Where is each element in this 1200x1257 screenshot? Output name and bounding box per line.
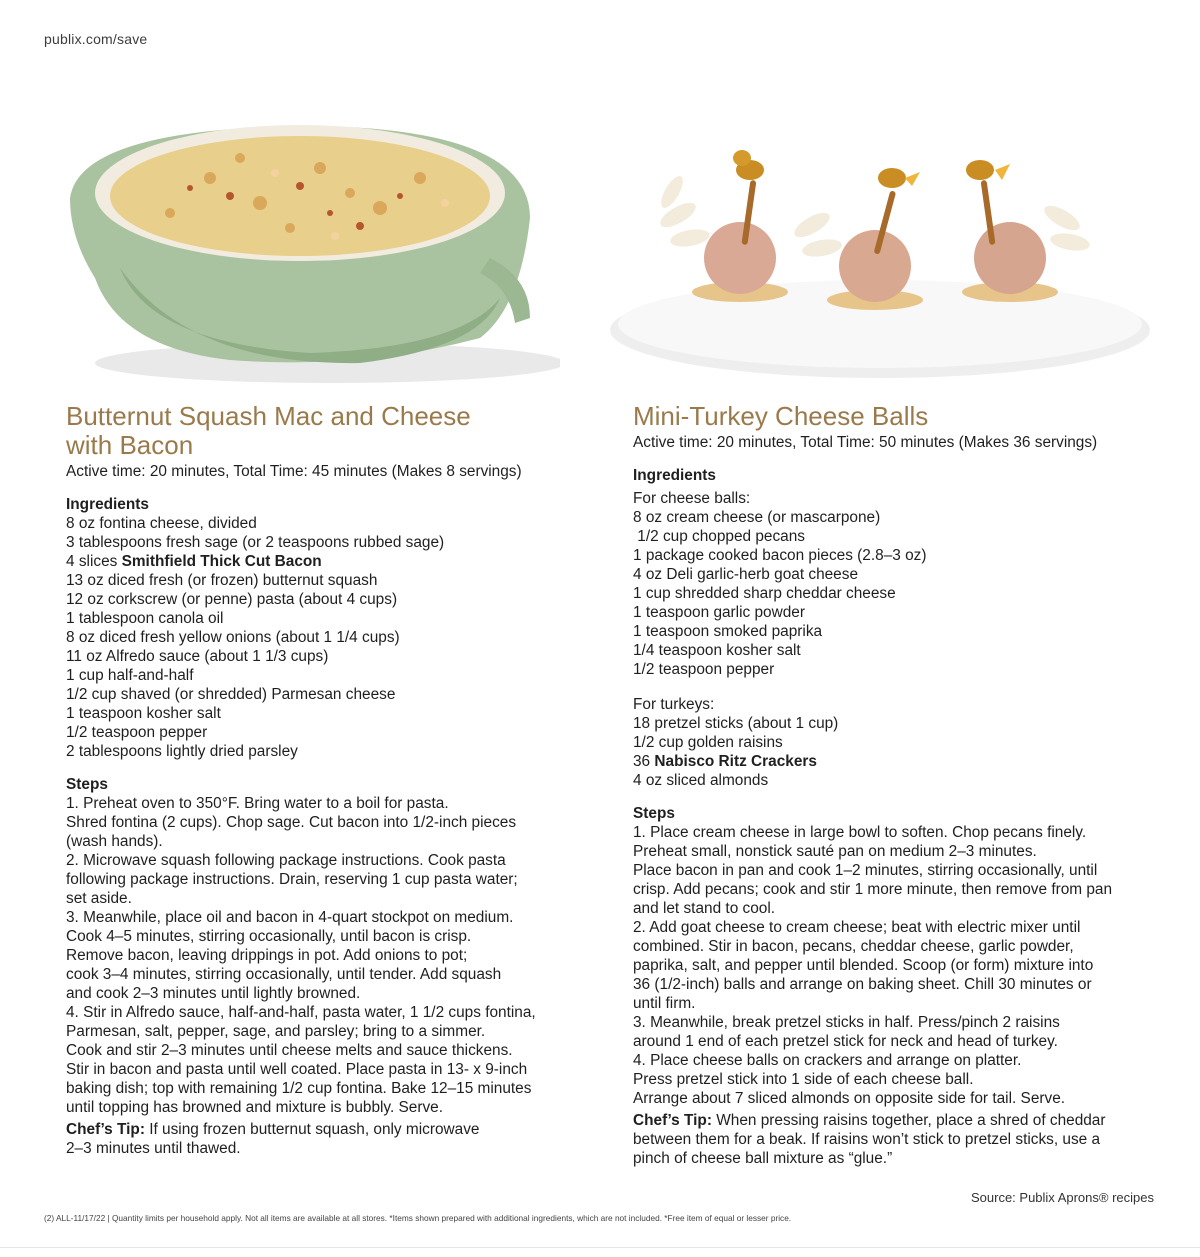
cheese-balls-subheading: For cheese balls: [633,490,751,507]
ingredient-item: 13 oz diced fresh (or frozen) butternut squash [66,572,378,589]
brand-name: Nabisco Ritz Crackers [654,753,817,770]
step-line: Arrange about 7 sliced almonds on opposite side for tail. Serve. [633,1090,1066,1107]
recipe-title [66,402,576,460]
steps-list [66,794,576,1117]
step-line: Cook and stir 2–3 minutes until cheese melts and sauce thickens. [66,1042,513,1059]
cheese-balls-photo [600,130,1160,390]
tip-text: pinch of cheese ball mixture as “glue.” [633,1150,893,1167]
ingredient-item: 1/4 teaspoon kosher salt [633,642,801,659]
tip-text: If using frozen butternut squash, only microwave [144,1121,480,1138]
crackers-qty: 36 [633,753,655,770]
steps-heading: Steps [633,805,675,822]
steps-list [633,823,1153,1108]
step-line: Place bacon in pan and cook 1–2 minutes, stirring occasionally, until [633,862,1098,879]
step-line: crisp. Add pecans; cook and stir 1 more minute, then remove from pan [633,881,1113,898]
turkeys-subheading: For turkeys: [633,696,715,713]
ingredient-item: 1 package cooked bacon pieces (2.8–3 oz) [633,547,927,564]
ingredient-item: 1 teaspoon smoked paprika [633,623,823,640]
chefs-tip [633,1111,1153,1168]
step-line: following package instructions. Drain, reserving 1 cup pasta water; [66,871,518,888]
step-line: and let stand to cool. [633,900,776,917]
step-line: set aside. [66,890,132,907]
step-line: 2. Microwave squash following package instructions. Cook pasta [66,852,506,869]
legal-fineprint: (2) ALL-11/17/22 | Quantity limits per household apply. Not all items are available at all stores. *Items shown prepared with additional ingredients, which are not included. *Free item of equal or lesser price. [44,1213,792,1223]
step-line: Parmesan, salt, pepper, sage, and parsley; bring to a simmer. [66,1023,486,1040]
step-line: 36 (1/2-inch) balls and arrange on baking sheet. Chill 30 minutes or [633,976,1092,993]
step-line: around 1 end of each pretzel stick for neck and head of turkey. [633,1033,1058,1050]
bottom-divider [0,1247,1200,1248]
ingredient-item: 1/2 teaspoon pepper [66,724,208,741]
ingredient-item: 4 oz Deli garlic-herb goat cheese [633,566,858,583]
ingredient-item: 18 pretzel sticks (about 1 cup) [633,715,839,732]
ingredient-item: 8 oz cream cheese (or mascarpone) [633,509,881,526]
step-line: combined. Stir in bacon, pecans, cheddar cheese, garlic powder, [633,938,1074,955]
step-line: Stir in bacon and pasta until well coated. Place pasta in 13- x 9-inch [66,1061,528,1078]
step-line: and cook 2–3 minutes until lightly browned. [66,985,361,1002]
title-line-2: with Bacon [66,430,194,460]
step-line: baking dish; top with remaining 1/2 cup fontina. Bake 12–15 minutes [66,1080,532,1097]
step-line: paprika, salt, and pepper until blended. Scoop (or form) mixture into [633,957,1094,974]
tip-text: When pressing raisins together, place a shred of cheddar [711,1112,1106,1129]
step-line: Remove bacon, leaving drippings in pot. Add onions to pot; [66,947,468,964]
step-line: cook 3–4 minutes, stirring occasionally, until tender. Add squash [66,966,502,983]
ingredient-item: 1 cup half-and-half [66,667,194,684]
brand-name: Smithfield Thick Cut Bacon [121,553,322,570]
step-line: 3. Meanwhile, place oil and bacon in 4-quart stockpot on medium. [66,909,514,926]
step-line: Preheat small, nonstick sauté pan on medium 2–3 minutes. [633,843,1037,860]
ingredient-item: 8 oz fontina cheese, divided [66,515,257,532]
tip-label: Chef’s Tip: [633,1112,712,1129]
step-line: 4. Place cheese balls on crackers and arrange on platter. [633,1052,1022,1069]
ingredient-item: 1/2 cup shaved (or shredded) Parmesan cheese [66,686,396,703]
source-credit: Source: Publix Aprons® recipes [970,1190,1154,1205]
step-line: 2. Add goat cheese to cream cheese; beat with electric mixer until [633,919,1081,936]
tip-text: between them for a beak. If raisins won’t stick to pretzel sticks, use a [633,1131,1101,1148]
ingredient-item: 12 oz corkscrew (or penne) pasta (about 4 cups) [66,591,398,608]
ingredient-item: 1 tablespoon canola oil [66,610,224,627]
tip-label: Chef’s Tip: [66,1121,145,1138]
step-line: Press pretzel stick into 1 side of each cheese ball. [633,1071,974,1088]
ingredient-item: 4 oz sliced almonds [633,772,769,789]
step-line: 4. Stir in Alfredo sauce, half-and-half, pasta water, 1 1/2 cups fontina, [66,1004,536,1021]
step-line: 1. Preheat oven to 350°F. Bring water to a boil for pasta. [66,795,449,812]
step-line: 1. Place cream cheese in large bowl to soften. Chop pecans finely. [633,824,1087,841]
step-line: until firm. [633,995,696,1012]
ingredients-heading: Ingredients [633,467,716,484]
ingredient-item: 2 tablespoons lightly dried parsley [66,743,298,760]
step-line: until topping has browned and mixture is bubbly. Serve. [66,1099,444,1116]
step-line: (wash hands). [66,833,163,850]
ingredient-item: 1 cup shredded sharp cheddar cheese [633,585,896,602]
ingredient-item: 1 teaspoon garlic powder [633,604,805,621]
ingredient-item: 11 oz Alfredo sauce (about 1 1/3 cups) [66,648,329,665]
step-line: Shred fontina (2 cups). Chop sage. Cut bacon into 1/2-inch pieces [66,814,517,831]
ingredient-item: 1/2 teaspoon pepper [633,661,775,678]
turkeys-ingredients [633,714,1153,790]
ingredients-heading: Ingredients [66,496,149,513]
cheese-balls-ingredients [633,508,1153,679]
ingredient-item: 1/2 cup chopped pecans [633,528,805,545]
steps-heading: Steps [66,776,108,793]
step-line: Cook 4–5 minutes, stirring occasionally, until bacon is crisp. [66,928,472,945]
site-url[interactable]: publix.com/save [44,31,148,47]
mac-and-cheese-photo [60,108,560,388]
ingredient-item-bacon [66,552,576,571]
ingredient-item: 1/2 cup golden raisins [633,734,783,751]
bacon-qty: 4 slices [66,553,122,570]
title-line-1: Butternut Squash Mac and Cheese [66,401,471,431]
ingredient-item: 3 tablespoons fresh sage (or 2 teaspoons rubbed sage) [66,534,445,551]
step-line: 3. Meanwhile, break pretzel sticks in half. Press/pinch 2 raisins [633,1014,1060,1031]
recipe-title: Mini-Turkey Cheese Balls [633,401,929,431]
recipe-mac-and-cheese [66,402,576,1158]
recipe-meta: Active time: 20 minutes, Total Time: 50 minutes (Makes 36 servings) [633,434,1098,451]
ingredient-item: 8 oz diced fresh yellow onions (about 1 1/4 cups) [66,629,400,646]
tip-text: 2–3 minutes until thawed. [66,1140,241,1157]
ingredient-item: 1 teaspoon kosher salt [66,705,221,722]
ingredients-list [66,514,576,761]
recipe-turkey-cheese-balls [633,402,1153,1168]
ingredient-item-crackers [633,752,1153,771]
recipe-meta: Active time: 20 minutes, Total Time: 45 minutes (Makes 8 servings) [66,463,522,480]
chefs-tip [66,1120,576,1158]
